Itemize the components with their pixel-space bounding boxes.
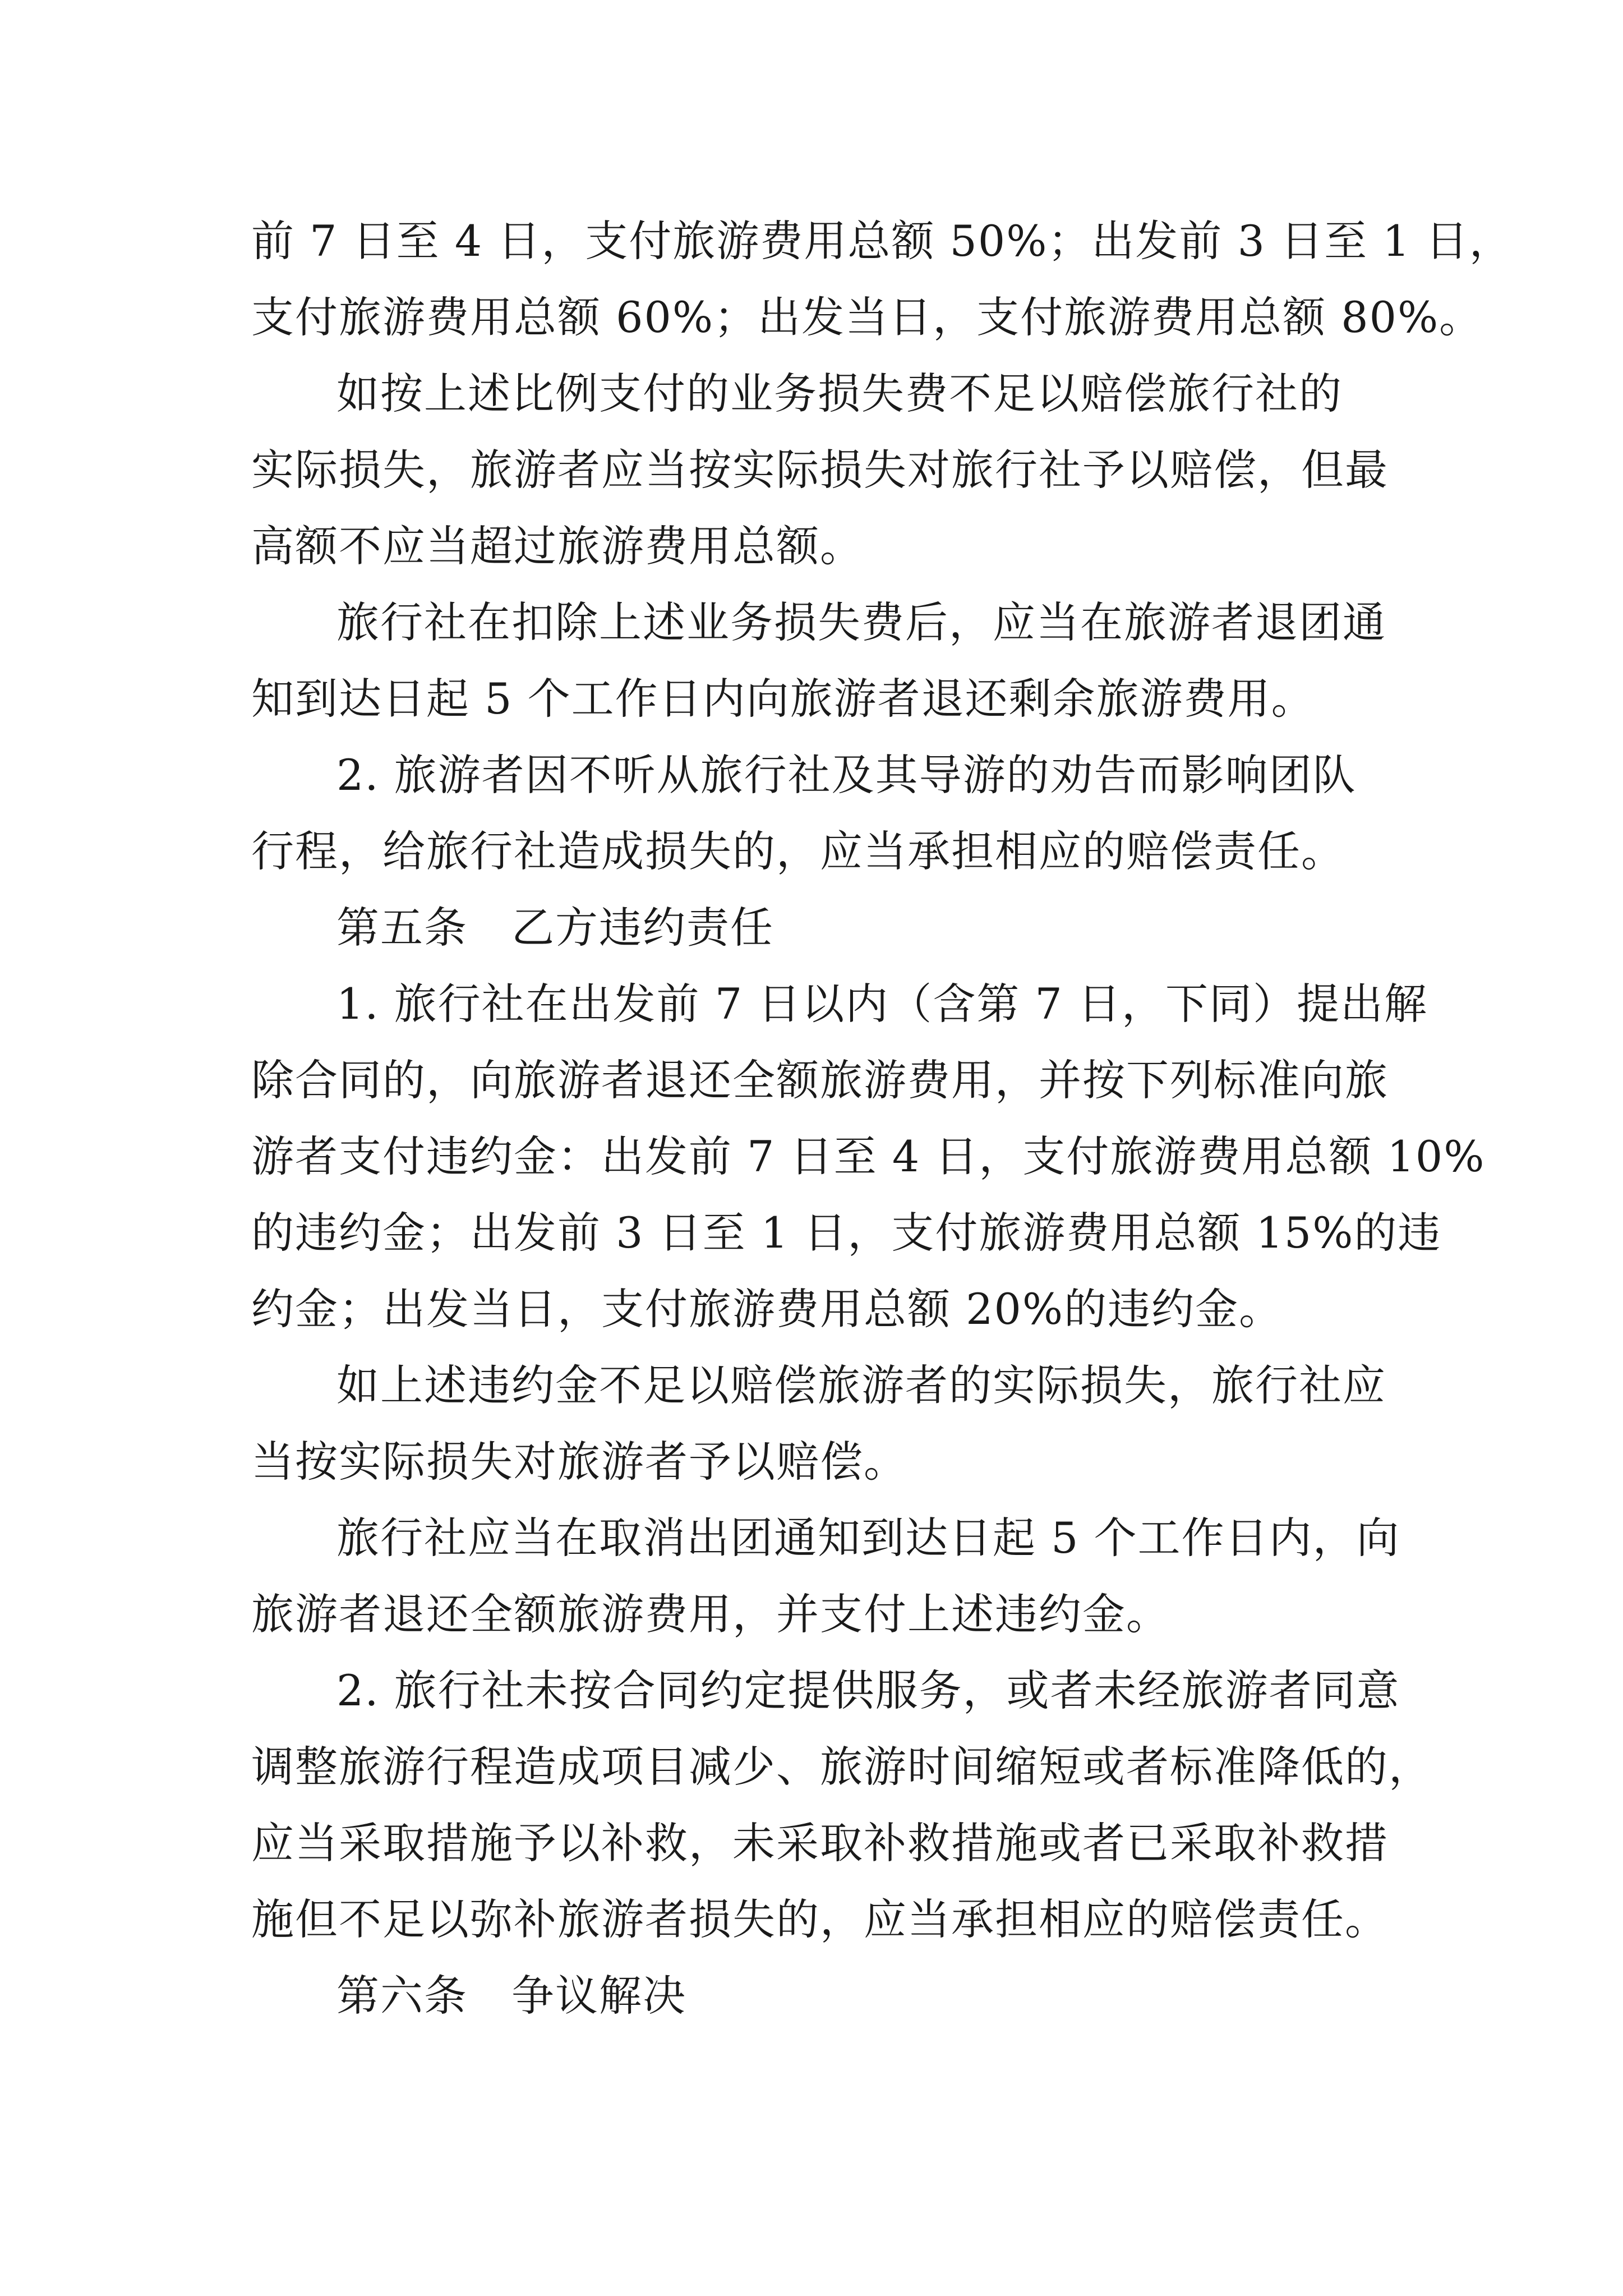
text-line: 应当采取措施予以补救，未采取补救措施或者已采取补救措 xyxy=(251,1818,1389,1868)
paragraph-start-line: 如按上述比例支付的业务损失费不足以赔偿旅行社的 xyxy=(336,369,1343,418)
text-line: 除合同的，向旅游者退还全额旅游费用，并按下列标准向旅 xyxy=(251,1055,1389,1105)
text-line: 实际损失，旅游者应当按实际损失对旅行社予以赔偿，但最 xyxy=(251,445,1389,495)
text-line: 的违约金；出发前 3 日至 1 日，支付旅游费用总额 15%的违 xyxy=(251,1208,1442,1258)
paragraph-start-line: 2. 旅行社未按合同约定提供服务，或者未经旅游者同意 xyxy=(336,1665,1400,1715)
paragraph-start-line: 旅行社应当在取消出团通知到达日起 5 个工作日内，向 xyxy=(336,1513,1400,1563)
text-line: 施但不足以弥补旅游者损失的，应当承担相应的赔偿责任。 xyxy=(251,1894,1389,1944)
text-line: 知到达日起 5 个工作日内向旅游者退还剩余旅游费用。 xyxy=(251,674,1315,724)
paragraph-start-line: 2. 旅游者因不听从旅行社及其导游的劝告而影响团队 xyxy=(336,750,1357,800)
text-line: 高额不应当超过旅游费用总额。 xyxy=(251,521,864,571)
text-line: 支付旅游费用总额 60%；出发当日，支付旅游费用总额 80%。 xyxy=(251,292,1483,342)
text-line: 当按实际损失对旅游者予以赔偿。 xyxy=(251,1437,907,1487)
text-line: 调整旅游行程造成项目减少、旅游时间缩短或者标准降低的， xyxy=(251,1742,1432,1792)
paragraph-start-line: 旅行社在扣除上述业务损失费后，应当在旅游者退团通 xyxy=(336,597,1386,647)
paragraph-start-line: 如上述违约金不足以赔偿旅游者的实际损失，旅行社应 xyxy=(336,1360,1386,1410)
text-line: 约金；出发当日，支付旅游费用总额 20%的违约金。 xyxy=(251,1284,1283,1334)
text-line: 游者支付违约金：出发前 7 日至 4 日，支付旅游费用总额 10% xyxy=(251,1131,1486,1181)
section-heading: 第五条 乙方违约责任 xyxy=(336,903,774,953)
text-line: 旅游者退还全额旅游费用，并支付上述违约金。 xyxy=(251,1589,1170,1639)
section-heading: 第六条 争议解决 xyxy=(336,1971,686,2021)
text-line: 前 7 日至 4 日，支付旅游费用总额 50%；出发前 3 日至 1 日， xyxy=(251,216,1513,266)
text-line: 行程，给旅行社造成损失的，应当承担相应的赔偿责任。 xyxy=(251,826,1345,876)
paragraph-start-line: 1. 旅行社在出发前 7 日以内（含第 7 日，下同）提出解 xyxy=(336,979,1428,1029)
document-body xyxy=(251,203,1513,2034)
